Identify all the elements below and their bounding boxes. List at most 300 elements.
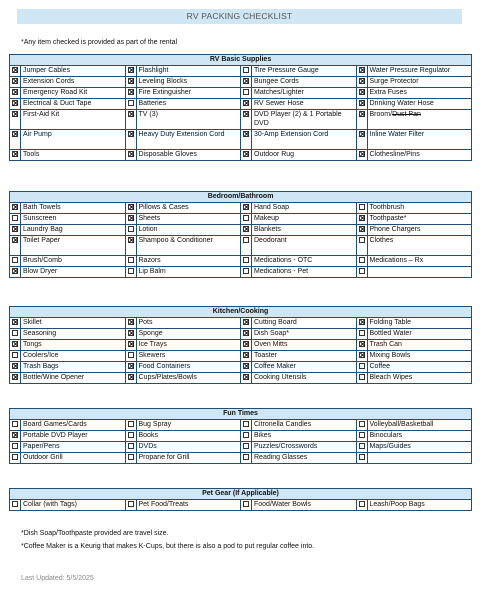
checkbox-cell[interactable] xyxy=(356,66,367,77)
section-header: Bedroom/Bathroom xyxy=(10,192,472,203)
checked-box-icon[interactable] xyxy=(359,111,365,117)
item-label: Toaster xyxy=(252,351,357,362)
checkbox-cell[interactable] xyxy=(241,442,252,453)
checkbox-cell[interactable] xyxy=(356,110,367,130)
unchecked-box-icon[interactable] xyxy=(359,257,365,263)
checkbox-cell[interactable] xyxy=(241,420,252,431)
checkbox-cell[interactable] xyxy=(241,236,252,256)
unchecked-box-icon[interactable] xyxy=(128,421,134,427)
item-label: Portable DVD Player xyxy=(21,431,126,442)
checked-box-icon[interactable] xyxy=(12,204,18,210)
table-row xyxy=(10,214,472,225)
item-label: Food Containers xyxy=(136,362,241,373)
checkbox-cell[interactable] xyxy=(125,329,136,340)
table-row xyxy=(10,431,472,442)
item-label: Flashlight xyxy=(136,66,241,77)
checked-box-icon[interactable] xyxy=(12,100,18,106)
checkbox-cell[interactable] xyxy=(356,88,367,99)
item-label: Extension Cords xyxy=(21,77,126,88)
item-label: Razors xyxy=(136,256,241,267)
table-row xyxy=(10,256,472,267)
item-label: Books xyxy=(136,431,241,442)
checkbox-cell[interactable] xyxy=(241,150,252,161)
checkbox-cell[interactable] xyxy=(10,130,21,150)
checkbox-cell[interactable] xyxy=(356,203,367,214)
table-row xyxy=(10,500,472,511)
checked-box-icon[interactable] xyxy=(243,226,249,232)
item-label: Electrical & Duct Tape xyxy=(21,99,126,110)
item-label: Toothpaste* xyxy=(367,214,472,225)
checked-box-icon[interactable] xyxy=(243,374,249,380)
checked-box-icon[interactable] xyxy=(12,268,18,274)
checkbox-cell[interactable] xyxy=(10,110,21,130)
checkbox-cell[interactable] xyxy=(356,351,367,362)
checkbox-cell[interactable] xyxy=(10,267,21,278)
item-label: Blankets xyxy=(252,225,357,236)
checkbox-cell[interactable] xyxy=(125,340,136,351)
checked-box-icon[interactable] xyxy=(359,131,365,137)
item-label: Paper/Pens xyxy=(21,442,126,453)
unchecked-box-icon[interactable] xyxy=(359,237,365,243)
checkbox-cell[interactable] xyxy=(125,77,136,88)
unchecked-box-icon[interactable] xyxy=(359,501,365,507)
section-header: Fun Times xyxy=(10,409,472,420)
table-row xyxy=(10,225,472,236)
checkbox-cell[interactable] xyxy=(10,150,21,161)
checkbox-cell[interactable] xyxy=(10,340,21,351)
checked-box-icon[interactable] xyxy=(12,432,18,438)
checked-box-icon[interactable] xyxy=(128,237,134,243)
checked-box-icon[interactable] xyxy=(128,341,134,347)
checkbox-cell[interactable] xyxy=(125,362,136,373)
table-row xyxy=(10,267,472,278)
checkbox-cell[interactable] xyxy=(10,362,21,373)
unchecked-box-icon[interactable] xyxy=(128,257,134,263)
table-row xyxy=(10,442,472,453)
item-label: Laundry Bag xyxy=(21,225,126,236)
checked-box-icon[interactable] xyxy=(12,131,18,137)
item-label: Sunscreen xyxy=(21,214,126,225)
item-label: Leveling Blocks xyxy=(136,77,241,88)
unchecked-box-icon[interactable] xyxy=(128,443,134,449)
unchecked-box-icon[interactable] xyxy=(128,352,134,358)
checkbox-cell[interactable] xyxy=(125,453,136,464)
unchecked-box-icon[interactable] xyxy=(12,443,18,449)
checked-box-icon[interactable] xyxy=(359,352,365,358)
checkbox-cell[interactable] xyxy=(356,214,367,225)
item-label: Broom/Dust Pan xyxy=(367,110,472,130)
unchecked-box-icon[interactable] xyxy=(128,454,134,460)
table-row xyxy=(10,150,472,161)
item-label: Trash Can xyxy=(367,340,472,351)
checkbox-cell[interactable] xyxy=(241,267,252,278)
checkbox-cell[interactable] xyxy=(241,340,252,351)
item-label: Toilet Paper xyxy=(21,236,126,256)
section-bedroom-bathroom xyxy=(9,191,472,278)
checkbox-cell[interactable] xyxy=(125,130,136,150)
checked-box-icon[interactable] xyxy=(128,319,134,325)
table-row xyxy=(10,110,472,130)
checkbox-cell[interactable] xyxy=(241,329,252,340)
checked-box-icon[interactable] xyxy=(359,89,365,95)
item-label: Bungee Cords xyxy=(252,77,357,88)
checked-box-icon[interactable] xyxy=(243,100,249,106)
unchecked-box-icon[interactable] xyxy=(243,237,249,243)
checkbox-cell[interactable] xyxy=(10,203,21,214)
checkbox-cell[interactable] xyxy=(356,99,367,110)
unchecked-box-icon[interactable] xyxy=(359,268,365,274)
checked-box-icon[interactable] xyxy=(12,374,18,380)
item-label: Hand Soap xyxy=(252,203,357,214)
checkbox-cell[interactable] xyxy=(125,110,136,130)
checkbox-cell[interactable] xyxy=(125,420,136,431)
checkbox-cell[interactable] xyxy=(10,453,21,464)
unchecked-box-icon[interactable] xyxy=(12,352,18,358)
checkbox-cell[interactable] xyxy=(241,500,252,511)
table-row xyxy=(10,329,472,340)
checkbox-cell[interactable] xyxy=(356,318,367,329)
checkbox-cell[interactable] xyxy=(356,236,367,256)
checkbox-cell[interactable] xyxy=(241,453,252,464)
item-label: Reading Glasses xyxy=(252,453,357,464)
unchecked-box-icon[interactable] xyxy=(12,330,18,336)
checkbox-cell[interactable] xyxy=(241,362,252,373)
unchecked-box-icon[interactable] xyxy=(128,226,134,232)
item-label: Cups/Plates/Bowls xyxy=(136,373,241,384)
checked-box-icon[interactable] xyxy=(12,67,18,73)
item-label: Seasoning xyxy=(21,329,126,340)
checkbox-cell[interactable] xyxy=(241,88,252,99)
checkbox-cell[interactable] xyxy=(125,66,136,77)
checkbox-cell[interactable] xyxy=(125,214,136,225)
item-label: Jumper Cables xyxy=(21,66,126,77)
checkbox-cell[interactable] xyxy=(241,318,252,329)
checked-box-icon[interactable] xyxy=(128,78,134,84)
table-row xyxy=(10,77,472,88)
item-label: RV Sewer Hose xyxy=(252,99,357,110)
checkbox-cell[interactable] xyxy=(125,203,136,214)
unchecked-box-icon[interactable] xyxy=(243,501,249,507)
item-label: Water Pressure Regulator xyxy=(367,66,472,77)
checked-box-icon[interactable] xyxy=(128,111,134,117)
checked-box-icon[interactable] xyxy=(12,111,18,117)
checkbox-cell[interactable] xyxy=(10,99,21,110)
checkbox-cell[interactable] xyxy=(125,267,136,278)
unchecked-box-icon[interactable] xyxy=(12,454,18,460)
item-label: Matches/Lighter xyxy=(252,88,357,99)
item-label: Fire Extinguisher xyxy=(136,88,241,99)
checkbox-cell[interactable] xyxy=(10,373,21,384)
section-header: Pet Gear (If Applicable) xyxy=(10,489,472,500)
item-label: Disposable Gloves xyxy=(136,150,241,161)
item-label: Skewers xyxy=(136,351,241,362)
unchecked-box-icon[interactable] xyxy=(359,204,365,210)
checkbox-cell[interactable] xyxy=(125,373,136,384)
checkbox-cell[interactable] xyxy=(356,500,367,511)
checkbox-cell[interactable] xyxy=(125,99,136,110)
item-label: Bottled Water xyxy=(367,329,472,340)
checkbox-cell[interactable] xyxy=(356,420,367,431)
checkbox-cell[interactable] xyxy=(356,267,367,278)
section-kitchen-cooking xyxy=(9,306,472,384)
checkbox-cell[interactable] xyxy=(10,442,21,453)
checkbox-cell[interactable] xyxy=(356,373,367,384)
checked-box-icon[interactable] xyxy=(128,151,134,157)
checkbox-cell[interactable] xyxy=(10,500,21,511)
checkbox-cell[interactable] xyxy=(356,453,367,464)
item-label: Inline Water Filter xyxy=(367,130,472,150)
item-label: Folding Table xyxy=(367,318,472,329)
section-header: RV Basic Supplies xyxy=(10,55,472,66)
item-label: Deodorant xyxy=(252,236,357,256)
unchecked-box-icon[interactable] xyxy=(243,67,249,73)
unchecked-box-icon[interactable] xyxy=(243,215,249,221)
item-label: Heavy Duty Extension Cord xyxy=(136,130,241,150)
item-label: Sponge xyxy=(136,329,241,340)
checkbox-cell[interactable] xyxy=(10,236,21,256)
checked-box-icon[interactable] xyxy=(243,330,249,336)
checkbox-cell[interactable] xyxy=(125,88,136,99)
checked-box-icon[interactable] xyxy=(12,89,18,95)
checked-box-icon[interactable] xyxy=(128,374,134,380)
item-label: TV (3) xyxy=(136,110,241,130)
item-label: Citronella Candles xyxy=(252,420,357,431)
checked-box-icon[interactable] xyxy=(243,131,249,137)
checkbox-cell[interactable] xyxy=(241,66,252,77)
checked-box-icon[interactable] xyxy=(359,215,365,221)
checkbox-cell[interactable] xyxy=(356,150,367,161)
checked-box-icon[interactable] xyxy=(243,204,249,210)
struck-text: Dust Pan xyxy=(392,111,421,118)
unchecked-box-icon[interactable] xyxy=(359,330,365,336)
checked-box-icon[interactable] xyxy=(128,330,134,336)
checked-box-icon[interactable] xyxy=(243,363,249,369)
item-label: Cutting Board xyxy=(252,318,357,329)
checkbox-cell[interactable] xyxy=(125,256,136,267)
footnote-travel-size: *Dish Soap/Toothpaste provided are travel size. xyxy=(21,530,169,537)
item-label: Medications - OTC xyxy=(252,256,357,267)
item-label: Surge Protector xyxy=(367,77,472,88)
checkbox-cell[interactable] xyxy=(356,362,367,373)
table-row xyxy=(10,130,472,150)
item-label: Outdoor Rug xyxy=(252,150,357,161)
unchecked-box-icon[interactable] xyxy=(243,443,249,449)
checkbox-cell[interactable] xyxy=(241,351,252,362)
item-label: DVDs xyxy=(136,442,241,453)
unchecked-box-icon[interactable] xyxy=(359,421,365,427)
item-label: Clothes xyxy=(367,236,472,256)
unchecked-box-icon[interactable] xyxy=(243,421,249,427)
item-label: Cooking Utensils xyxy=(252,373,357,384)
checked-box-icon[interactable] xyxy=(12,319,18,325)
checkbox-cell[interactable] xyxy=(356,329,367,340)
item-label: Coolers/Ice xyxy=(21,351,126,362)
checked-box-icon[interactable] xyxy=(359,226,365,232)
checkbox-cell[interactable] xyxy=(10,214,21,225)
item-label: Leash/Poop Bags xyxy=(367,500,472,511)
item-label: Tire Pressure Gauge xyxy=(252,66,357,77)
checkbox-cell[interactable] xyxy=(125,351,136,362)
checkbox-cell[interactable] xyxy=(10,66,21,77)
checked-box-icon[interactable] xyxy=(12,226,18,232)
checked-box-icon[interactable] xyxy=(128,215,134,221)
table-row xyxy=(10,362,472,373)
section-pet-gear-if-applicable xyxy=(9,488,472,511)
checkbox-cell[interactable] xyxy=(125,150,136,161)
checkbox-cell[interactable] xyxy=(241,373,252,384)
checkbox-cell[interactable] xyxy=(241,256,252,267)
unchecked-box-icon[interactable] xyxy=(359,363,365,369)
section-fun-times xyxy=(9,408,472,464)
checked-box-icon[interactable] xyxy=(243,319,249,325)
footnote-coffee-maker: *Coffee Maker is a Keurig that makes K-Cups, but there is also a pod to put regular coffee into. xyxy=(21,543,315,550)
unchecked-box-icon[interactable] xyxy=(12,501,18,507)
item-label: Board Games/Cards xyxy=(21,420,126,431)
unchecked-box-icon[interactable] xyxy=(243,454,249,460)
unchecked-box-icon[interactable] xyxy=(12,257,18,263)
checkbox-cell[interactable] xyxy=(10,225,21,236)
item-label: Binoculars xyxy=(367,431,472,442)
checkbox-cell[interactable] xyxy=(241,431,252,442)
unchecked-box-icon[interactable] xyxy=(128,268,134,274)
unchecked-box-icon[interactable] xyxy=(359,443,365,449)
checkbox-cell[interactable] xyxy=(241,99,252,110)
unchecked-box-icon[interactable] xyxy=(243,432,249,438)
checked-box-icon[interactable] xyxy=(12,363,18,369)
item-label: Air Pump xyxy=(21,130,126,150)
item-label: Tools xyxy=(21,150,126,161)
checkbox-cell[interactable] xyxy=(241,130,252,150)
unchecked-box-icon[interactable] xyxy=(359,454,365,460)
item-label: Makeup xyxy=(252,214,357,225)
checkbox-cell[interactable] xyxy=(356,340,367,351)
checkbox-cell[interactable] xyxy=(356,130,367,150)
checked-box-icon[interactable] xyxy=(12,78,18,84)
checked-box-icon[interactable] xyxy=(359,78,365,84)
item-label: Collar (with Tags) xyxy=(21,500,126,511)
unchecked-box-icon[interactable] xyxy=(128,100,134,106)
checkbox-cell[interactable] xyxy=(356,256,367,267)
item-label: Phone Chargers xyxy=(367,225,472,236)
table-row xyxy=(10,236,472,256)
checkbox-cell[interactable] xyxy=(241,110,252,130)
checkbox-cell[interactable] xyxy=(241,77,252,88)
table-row xyxy=(10,318,472,329)
checkbox-cell[interactable] xyxy=(125,318,136,329)
unchecked-box-icon[interactable] xyxy=(12,421,18,427)
checkbox-cell[interactable] xyxy=(241,214,252,225)
item-label: Coffee Maker xyxy=(252,362,357,373)
page-title: RV PACKING CHECKLIST xyxy=(17,9,462,24)
checkbox-cell[interactable] xyxy=(356,442,367,453)
item-label: Pots xyxy=(136,318,241,329)
checked-box-icon[interactable] xyxy=(359,319,365,325)
checked-box-icon[interactable] xyxy=(12,151,18,157)
checked-box-icon[interactable] xyxy=(243,111,249,117)
checked-box-icon[interactable] xyxy=(128,89,134,95)
unchecked-box-icon[interactable] xyxy=(128,432,134,438)
checked-box-icon[interactable] xyxy=(128,131,134,137)
item-label: Batteries xyxy=(136,99,241,110)
item-label: DVD Player (2) & 1 Portable DVD xyxy=(252,110,357,130)
checked-box-icon[interactable] xyxy=(243,341,249,347)
unchecked-box-icon[interactable] xyxy=(243,268,249,274)
checked-box-icon[interactable] xyxy=(128,363,134,369)
table-row xyxy=(10,99,472,110)
checked-box-icon[interactable] xyxy=(243,78,249,84)
checked-box-icon[interactable] xyxy=(12,237,18,243)
checkbox-cell[interactable] xyxy=(356,431,367,442)
checked-box-icon[interactable] xyxy=(359,100,365,106)
unchecked-box-icon[interactable] xyxy=(243,89,249,95)
unchecked-box-icon[interactable] xyxy=(359,432,365,438)
item-label: Bug Spray xyxy=(136,420,241,431)
checked-box-icon[interactable] xyxy=(359,67,365,73)
checkbox-cell[interactable] xyxy=(125,442,136,453)
item-label: Oven Mitts xyxy=(252,340,357,351)
checked-box-icon[interactable] xyxy=(128,67,134,73)
checked-box-icon[interactable] xyxy=(359,341,365,347)
table-row xyxy=(10,453,472,464)
checkbox-cell[interactable] xyxy=(356,77,367,88)
checked-box-icon[interactable] xyxy=(359,151,365,157)
section-rv-basic-supplies xyxy=(9,54,472,161)
checkbox-cell[interactable] xyxy=(10,318,21,329)
unchecked-box-icon[interactable] xyxy=(128,501,134,507)
checked-box-icon[interactable] xyxy=(12,341,18,347)
item-label: Bleach Wipes xyxy=(367,373,472,384)
checkbox-cell[interactable] xyxy=(10,256,21,267)
checkbox-cell[interactable] xyxy=(10,351,21,362)
checkbox-cell[interactable] xyxy=(10,329,21,340)
checkbox-cell[interactable] xyxy=(125,225,136,236)
checkbox-cell[interactable] xyxy=(10,431,21,442)
item-label: First-Aid Kit xyxy=(21,110,126,130)
checkbox-cell[interactable] xyxy=(356,225,367,236)
item-label: Trash Bags xyxy=(21,362,126,373)
checked-box-icon[interactable] xyxy=(243,352,249,358)
checkbox-cell[interactable] xyxy=(10,77,21,88)
checkbox-cell[interactable] xyxy=(241,225,252,236)
unchecked-box-icon[interactable] xyxy=(359,374,365,380)
item-label: Blow Dryer xyxy=(21,267,126,278)
item-label: Bottle/Wine Opener xyxy=(21,373,126,384)
item-label: Pillows & Cases xyxy=(136,203,241,214)
item-label: Propane for Grill xyxy=(136,453,241,464)
checked-box-icon[interactable] xyxy=(243,151,249,157)
checkbox-cell[interactable] xyxy=(241,203,252,214)
rental-note: *Any item checked is provided as part of the rental xyxy=(21,39,178,46)
checked-box-icon[interactable] xyxy=(128,204,134,210)
checkbox-cell[interactable] xyxy=(125,500,136,511)
item-label: Volleyball/Basketball xyxy=(367,420,472,431)
item-label: Food/Water Bowls xyxy=(252,500,357,511)
item-label: Ice Trays xyxy=(136,340,241,351)
checkbox-cell[interactable] xyxy=(125,236,136,256)
checkbox-cell[interactable] xyxy=(10,88,21,99)
unchecked-box-icon[interactable] xyxy=(243,257,249,263)
checkbox-cell[interactable] xyxy=(10,420,21,431)
last-updated: Last Updated: 5/5/2025 xyxy=(21,575,94,582)
item-label: Lotion xyxy=(136,225,241,236)
checkbox-cell[interactable] xyxy=(125,431,136,442)
item-label: Toothbrush xyxy=(367,203,472,214)
item-label: Maps/Guides xyxy=(367,442,472,453)
item-label: Medications – Rx xyxy=(367,256,472,267)
item-label: Clothesline/Pins xyxy=(367,150,472,161)
item-label: Skillet xyxy=(21,318,126,329)
unchecked-box-icon[interactable] xyxy=(12,215,18,221)
